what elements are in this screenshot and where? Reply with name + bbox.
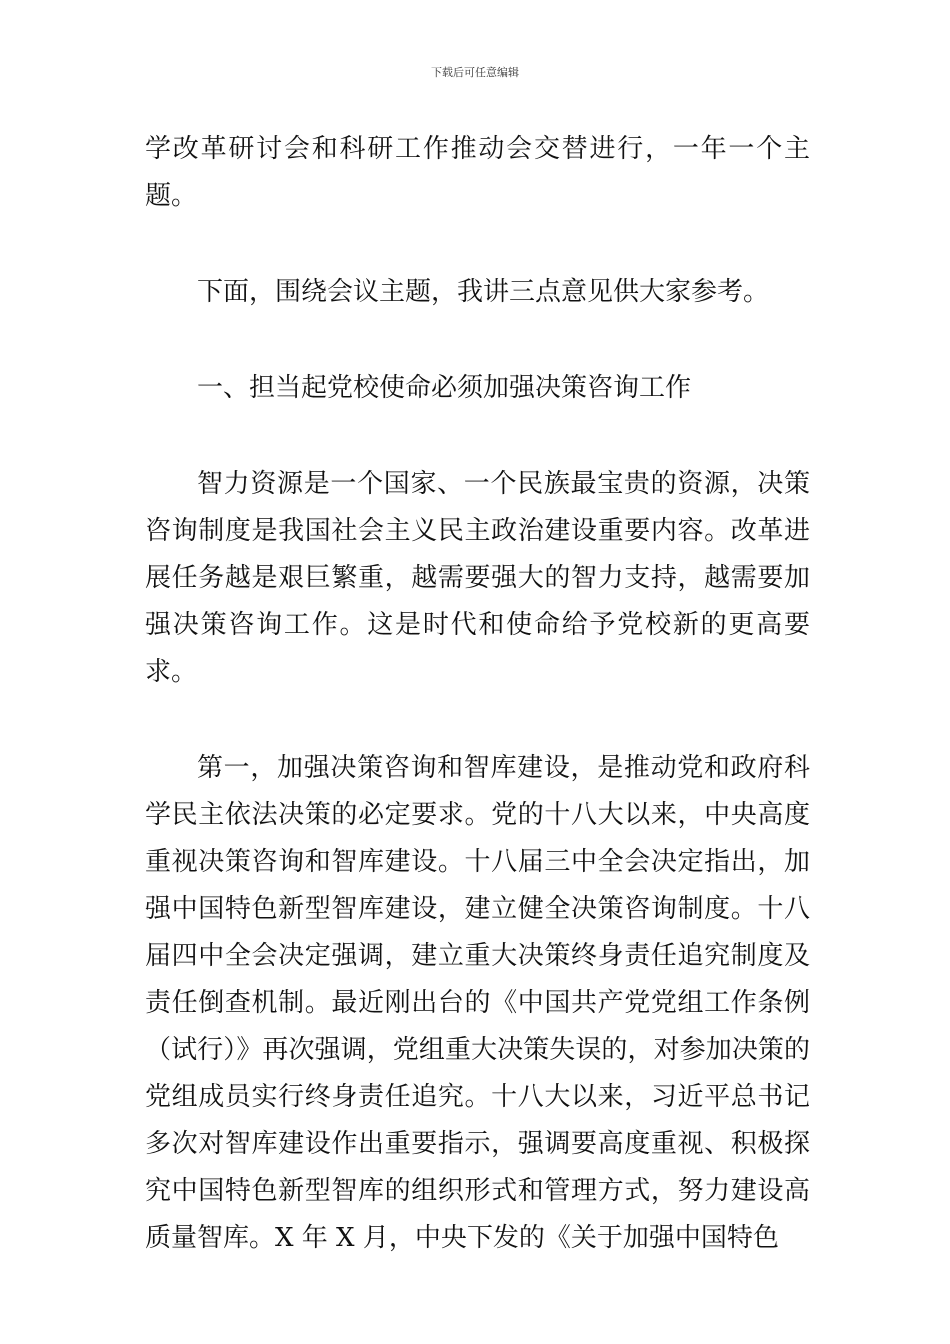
paragraph-intellectual-resources: 智力资源是一个国家、一个民族最宝贵的资源，决策咨询制度是我国社会主义民主政治建设重要内容。改革进展任务越是艰巨繁重，越需要强大的智力支持，越需要加强决策咨询工作。这是时代和使命给予党校新的更高要求。 [145,469,810,687]
document-body [145,126,810,1262]
paragraph-first-point: 第一，加强决策咨询和智库建设，是推动党和政府科学民主依法决策的必定要求。党的十八大以来，中央高度重视决策咨询和智库建设。十八届三中全会决定指出，加强中国特色新型智库建设，建立健全决策咨询制度。十八届四中全会决定强调，建立重大决策终身责任追究制度及责任倒查机制。最近刚出台的《中国共产党党组工作条例（试行）》再次强调，党组重大决策失误的，对参加决策的党组成员实行终身责任追究。十八大以来，习近平总书记多次对智库建设作出重要指示，强调要高度重视、积极探究中国特色新型智库的组织形式和管理方式，努力建设高质量智库。X 年 X 月，中央下发的《关于加强中国特色 [145,753,810,1253]
page-header-note: 下载后可任意编辑 [431,66,519,79]
paragraph-continuation: 学改革研讨会和科研工作推动会交替进行，一年一个主题。 [145,134,810,211]
section-heading-1: 一、担当起党校使命必须加强决策咨询工作 [197,373,692,403]
paragraph-intro: 下面，围绕会议主题，我讲三点意见供大家参考。 [197,277,770,307]
